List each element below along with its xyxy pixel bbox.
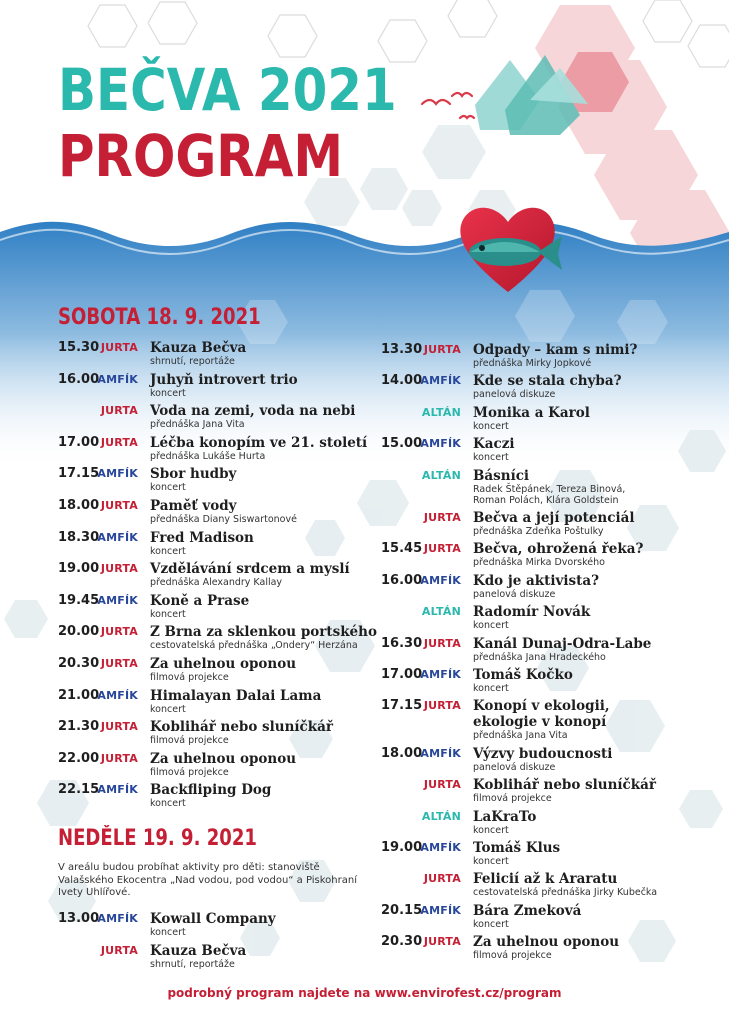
event-time: 15.30 (58, 340, 100, 355)
event-description: Roman Polách, Klára Goldstein (473, 494, 619, 506)
event-time: 18.00 (58, 498, 100, 513)
event-venue: JURTA (100, 435, 138, 449)
event-description: cestovatelská přednáška Jirky Kubečka (473, 887, 658, 899)
event-description: filmová projekce (473, 950, 552, 962)
event-description: koncert (150, 798, 186, 810)
event-description: koncert (473, 856, 509, 867)
event-title: Léčba konopím ve 21. století (150, 434, 368, 451)
event-description: Radek Štěpánek, Tereza Binová, (473, 483, 626, 495)
event-time: 21.00 (58, 687, 100, 703)
event-venue: JURTA (423, 343, 461, 356)
event-venue: JURTA (423, 511, 461, 524)
event-time: 16.30 (381, 635, 423, 651)
event-time: 19.45 (58, 592, 100, 608)
event-description: přednáška Jana Vita (150, 419, 245, 431)
event-venue: JURTA (423, 872, 461, 886)
event-description: koncert (150, 482, 186, 494)
event-time: 17.00 (381, 667, 423, 682)
event-description: shrnutí, reportáže (150, 958, 235, 970)
birds-icon (422, 93, 474, 118)
event-time: 18.00 (381, 745, 423, 761)
event-title: LaKraTo (473, 808, 537, 825)
event-venue: JURTA (100, 625, 138, 639)
event-title: Kanál Dunaj-Odra-Labe (473, 635, 652, 652)
title-line-1: BEČVA 2021 (58, 56, 397, 124)
event-time: 15.00 (381, 436, 423, 452)
event-title: Kaczi (473, 436, 515, 453)
event-venue: AMFÍK (97, 688, 138, 702)
event-time: 20.00 (58, 624, 100, 640)
event-venue: AMFÍK (420, 668, 461, 681)
event-title: Voda na zemi, voda na nebi (150, 403, 356, 420)
event-time: 20.30 (381, 934, 423, 950)
event-venue: AMFÍK (97, 783, 138, 797)
event-title: Bára Zmeková (473, 902, 582, 919)
event-time: 17.15 (58, 466, 100, 482)
event-venue: JURTA (100, 657, 138, 670)
event-title: Sbor hudby (150, 466, 237, 483)
event-title: Kde se stala chyba? (473, 373, 622, 390)
event-title: Bečva a její potenciál (473, 510, 635, 526)
event-title: Felicií až k Araratu (473, 871, 618, 888)
event-description: filmová projekce (150, 672, 229, 683)
event-description: koncert (473, 683, 509, 694)
sunday-heading: NEDĚLE 19. 9. 2021 (58, 826, 257, 851)
event-venue: AMFÍK (420, 746, 461, 760)
event-venue: JURTA (100, 341, 138, 354)
event-description: koncert (473, 824, 509, 836)
event-time: 22.15 (58, 782, 100, 798)
event-time: 22.00 (58, 750, 100, 766)
event-time: 13.30 (381, 342, 423, 357)
event-venue: JURTA (100, 720, 138, 734)
event-description: shrnutí, reportáže (150, 356, 235, 367)
event-venue: JURTA (100, 499, 138, 512)
event-description: koncert (150, 545, 186, 557)
event-description: přednáška Lukáše Hurta (150, 450, 266, 462)
event-venue: JURTA (100, 562, 138, 576)
event-description: panelová diskuze (473, 761, 556, 773)
event-description: přednáška Jana Hradeckého (473, 651, 606, 663)
event-time: 17.00 (58, 434, 100, 450)
event-title: Za uhelnou oponou (150, 656, 297, 672)
event-description: cestovatelská přednáška „Ondery“ Herzána (150, 640, 358, 652)
event-title: Za uhelnou oponou (150, 750, 297, 767)
event-title-line-2: ekologie v konopí (473, 714, 607, 731)
event-description: filmová projekce (473, 793, 552, 805)
event-title: Kowall Company (150, 911, 276, 927)
event-title: Radomír Novák (473, 604, 591, 621)
event-description: přednáška Alexandry Kallay (150, 577, 283, 589)
event-time: 16.00 (58, 371, 100, 387)
event-venue: AMFÍK (97, 912, 138, 925)
event-venue: ALTÁN (421, 405, 461, 419)
event-title: Básníci (473, 467, 530, 484)
event-venue: JURTA (100, 943, 138, 957)
saturday-heading: SOBOTA 18. 9. 2021 (58, 305, 261, 330)
event-time: 20.15 (381, 902, 423, 918)
event-title: Paměť vody (150, 498, 237, 514)
event-title: Backfliping Dog (150, 782, 272, 799)
event-time: 19.00 (381, 840, 423, 855)
event-time: 15.45 (381, 541, 423, 557)
event-description: koncert (473, 452, 509, 464)
event-venue: JURTA (423, 542, 461, 556)
event-title: Himalayan Dalai Lama (150, 687, 322, 704)
event-title: Monika a Karol (473, 404, 590, 421)
event-time: 16.00 (381, 572, 423, 588)
title-line-2: PROGRAM (58, 122, 343, 190)
event-time: 20.30 (58, 656, 100, 671)
event-venue: JURTA (423, 699, 461, 713)
event-venue: ALTÁN (421, 468, 461, 482)
event-title: Kauza Bečva (150, 942, 247, 959)
event-venue: AMFÍK (97, 467, 138, 481)
event-venue: AMFÍK (97, 372, 138, 386)
event-time: 21.30 (58, 719, 100, 735)
event-title: Juhyň introvert trio (150, 371, 298, 388)
event-description: filmová projekce (150, 766, 229, 778)
event-title: Koblihář nebo sluníčkář (473, 777, 656, 794)
event-description: koncert (473, 620, 509, 632)
event-time: 14.00 (381, 373, 423, 389)
event-venue: ALTÁN (421, 809, 461, 823)
event-venue: AMFÍK (420, 841, 461, 854)
event-description: přednáška Mirka Dvorského (473, 557, 605, 569)
event-description: přednáška Mirky Jopkové (473, 358, 592, 369)
sunday-note: V areálu budou probíhat aktivity pro děti: stanoviště Valašského Ekocentra „Nad vodou, pod vodou“ a Piskohraní Ivety Uhlířové. (58, 862, 357, 898)
event-description: koncert (473, 918, 509, 930)
event-description: přednáška Jana Vita (473, 730, 568, 742)
event-venue: JURTA (423, 778, 461, 792)
event-description: přednáška Zdeňka Poštulky (473, 526, 604, 537)
event-title: Kauza Bečva (150, 340, 247, 356)
event-title: Kdo je aktivista? (473, 572, 599, 589)
event-venue: AMFÍK (420, 374, 461, 388)
event-venue: JURTA (423, 935, 461, 949)
event-title: Koblihář nebo sluníčkář (150, 719, 333, 736)
event-venue: AMFÍK (420, 573, 461, 587)
event-title: Za uhelnou oponou (473, 934, 620, 951)
event-title: Fred Madison (150, 529, 254, 546)
event-venue: JURTA (100, 404, 138, 418)
event-venue: AMFÍK (97, 530, 138, 544)
event-venue: JURTA (100, 751, 138, 765)
event-description: panelová diskuze (473, 588, 556, 600)
event-description: koncert (150, 927, 186, 938)
event-venue: AMFÍK (420, 437, 461, 451)
event-title: Bečva, ohrožená řeka? (473, 541, 644, 558)
event-venue: JURTA (423, 636, 461, 650)
footer-link-text: podrobný program najdete na www.envirofest.cz/program (167, 986, 562, 1000)
event-venue: ALTÁN (421, 605, 461, 619)
event-title: Výzvy budoucnosti (473, 745, 613, 762)
event-title: Koně a Prase (150, 592, 250, 609)
event-venue: AMFÍK (420, 903, 461, 917)
event-venue: AMFÍK (97, 593, 138, 607)
event-time: 17.15 (381, 698, 423, 714)
event-description: koncert (473, 420, 509, 432)
event-description: panelová diskuze (473, 389, 556, 401)
event-title: Odpady – kam s nimi? (473, 342, 638, 358)
event-title: Z Brna za sklenkou portského (150, 624, 377, 641)
event-description: koncert (150, 387, 186, 399)
event-time: 19.00 (58, 561, 100, 577)
event-title: Vzdělávání srdcem a myslí (150, 561, 350, 578)
event-time: 18.30 (58, 529, 100, 545)
event-description: koncert (150, 703, 186, 715)
event-title: Konopí v ekologii, (473, 698, 610, 715)
event-title: Tomáš Kočko (473, 667, 573, 683)
event-description: přednáška Diany Siswartonové (150, 514, 297, 525)
event-description: filmová projekce (150, 735, 229, 747)
event-title: Tomáš Klus (473, 840, 561, 856)
event-time: 13.00 (58, 911, 100, 926)
event-description: koncert (150, 608, 186, 620)
